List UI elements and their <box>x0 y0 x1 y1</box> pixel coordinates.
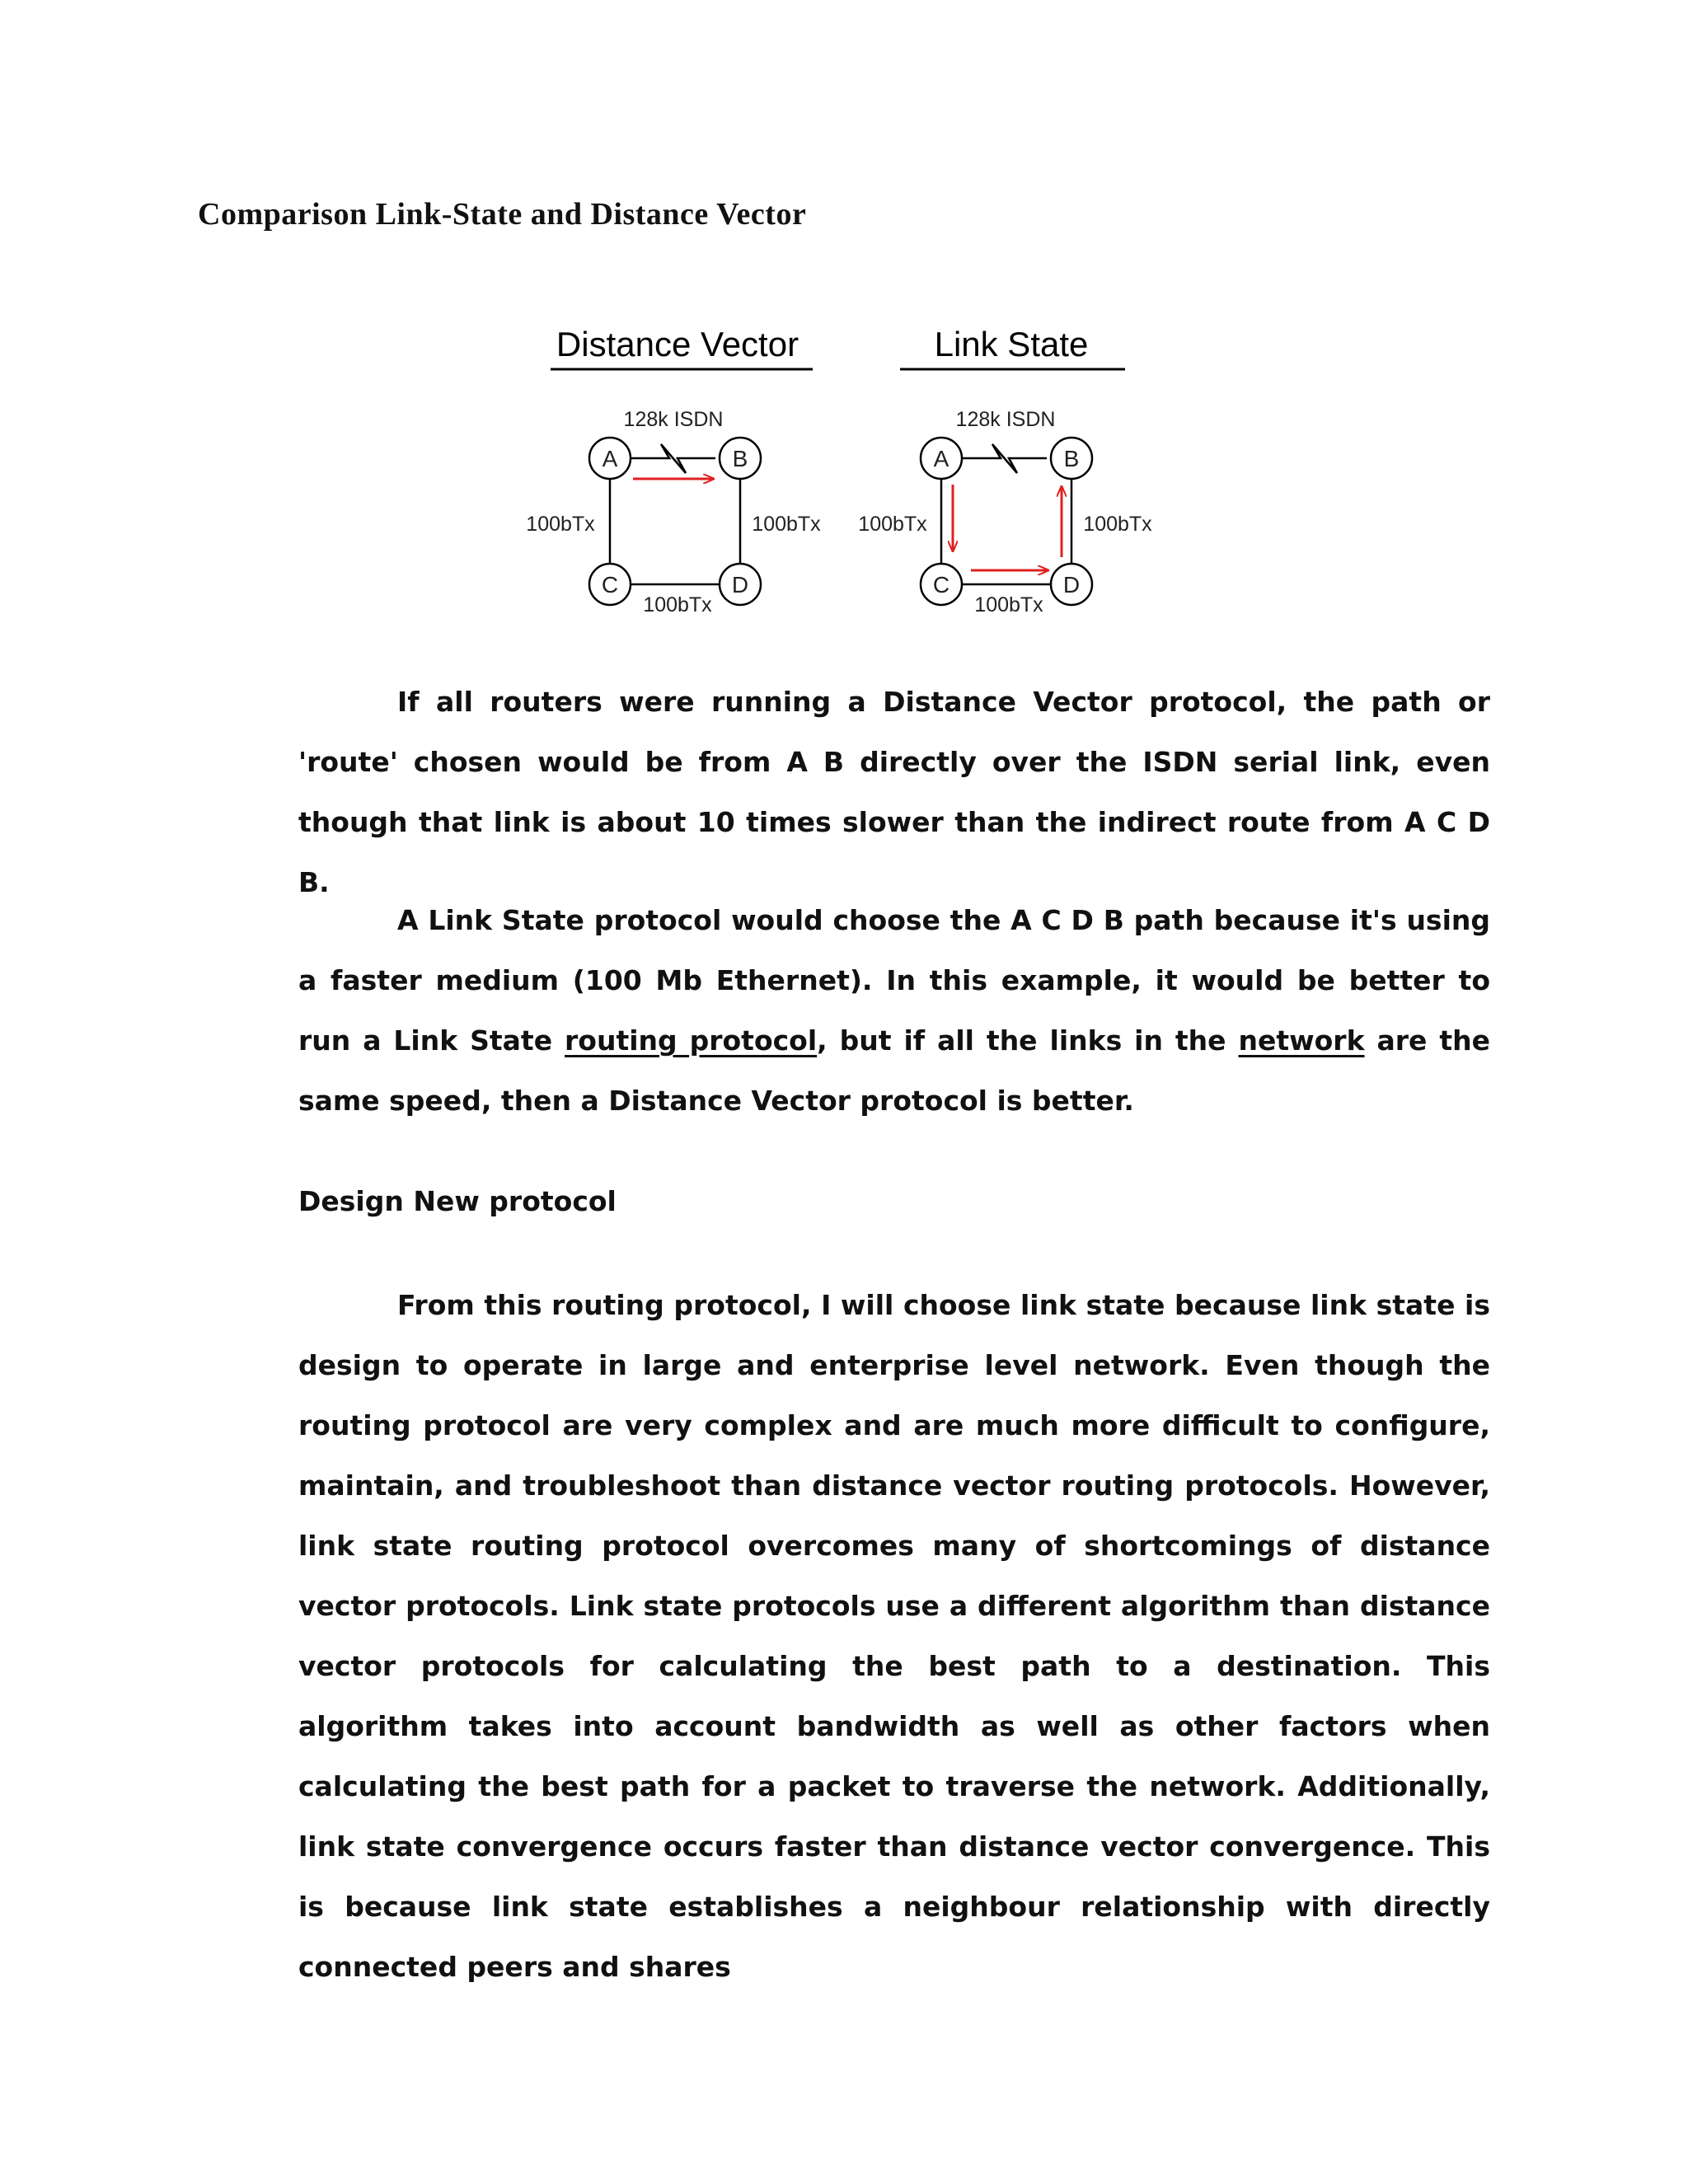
paragraph-distance-vector: If all routers were running a Distance Vector protocol, the path or 'route' chosen would be from A B directly over the ISDN serial link, even though that link is about 10 times slower than the indirect route from A C D B. <box>298 686 1490 898</box>
link-state-title: Link State <box>934 325 1089 363</box>
paragraph-design-new-protocol: From this routing protocol, I will choose link state because link state is design to operate in large and enterprise level network. Even though the routing protocol are very complex and are much more difficult to configure, maintain, and troubleshoot than distance vector routing protocols. However, link state routing protocol overcomes many of shortcomings of distance vector protocols. Link state protocols use a different algorithm than distance vector protocols for calculating the best path to a destination. This algorithm takes into account bandwidth as well as other factors when calculating the best path for a packet to traverse the network. Additionally, link state convergence occurs faster than distance vector convergence. This is because link state establishes a neighbour relationship with directly connected peers and shares <box>298 1289 1490 1983</box>
dv-left-link-label: 100bTx <box>526 513 595 536</box>
dv-node-c-label: C <box>601 572 619 598</box>
dv-isdn-serial-link <box>631 444 715 473</box>
paragraph-link-state <box>298 890 1490 1131</box>
paragraph-link-state-text-3: are the same speed, then a Distance Vector protocol is better. <box>298 1024 1490 1117</box>
ls-left-link-label: 100bTx <box>858 513 927 536</box>
link-state-diagram <box>858 325 1152 616</box>
paragraph-link-state-text-2: , but if all the links in the <box>817 1024 1239 1057</box>
dv-top-link-label: 128k ISDN <box>623 408 724 431</box>
dv-node-a-label: A <box>602 446 618 471</box>
ls-node-c-label: C <box>932 572 950 598</box>
ls-bottom-link-label: 100bTx <box>974 593 1043 616</box>
network-link[interactable]: network <box>1238 1024 1365 1057</box>
routing-protocol-link[interactable]: routing protocol <box>565 1024 818 1057</box>
distance-vector-title: Distance Vector <box>556 325 799 363</box>
routing-diagram <box>495 305 1195 635</box>
ls-isdn-serial-link <box>962 444 1047 473</box>
page-title: Comparison Link-State and Distance Vector <box>198 197 807 232</box>
ls-node-b-label: B <box>1063 446 1080 471</box>
dv-right-link-label: 100bTx <box>752 513 821 536</box>
dv-node-b-label: B <box>732 446 748 471</box>
dv-bottom-link-label: 100bTx <box>643 593 712 616</box>
ls-top-link-label: 128k ISDN <box>955 408 1056 431</box>
distance-vector-diagram <box>526 325 821 616</box>
section-heading-design-new-protocol: Design New protocol <box>298 1185 617 1217</box>
routing-comparison-figure <box>495 305 1195 635</box>
dv-node-d-label: D <box>731 572 749 598</box>
paragraph-link-state-text-1: A Link State protocol would choose the A C D B path because it's using a faster medium (100 Mb Ethernet). In this example, it would be better to run a Link State <box>298 904 1490 1057</box>
ls-node-a-label: A <box>933 446 950 471</box>
ls-node-d-label: D <box>1062 572 1081 598</box>
ls-right-link-label: 100bTx <box>1083 513 1152 536</box>
